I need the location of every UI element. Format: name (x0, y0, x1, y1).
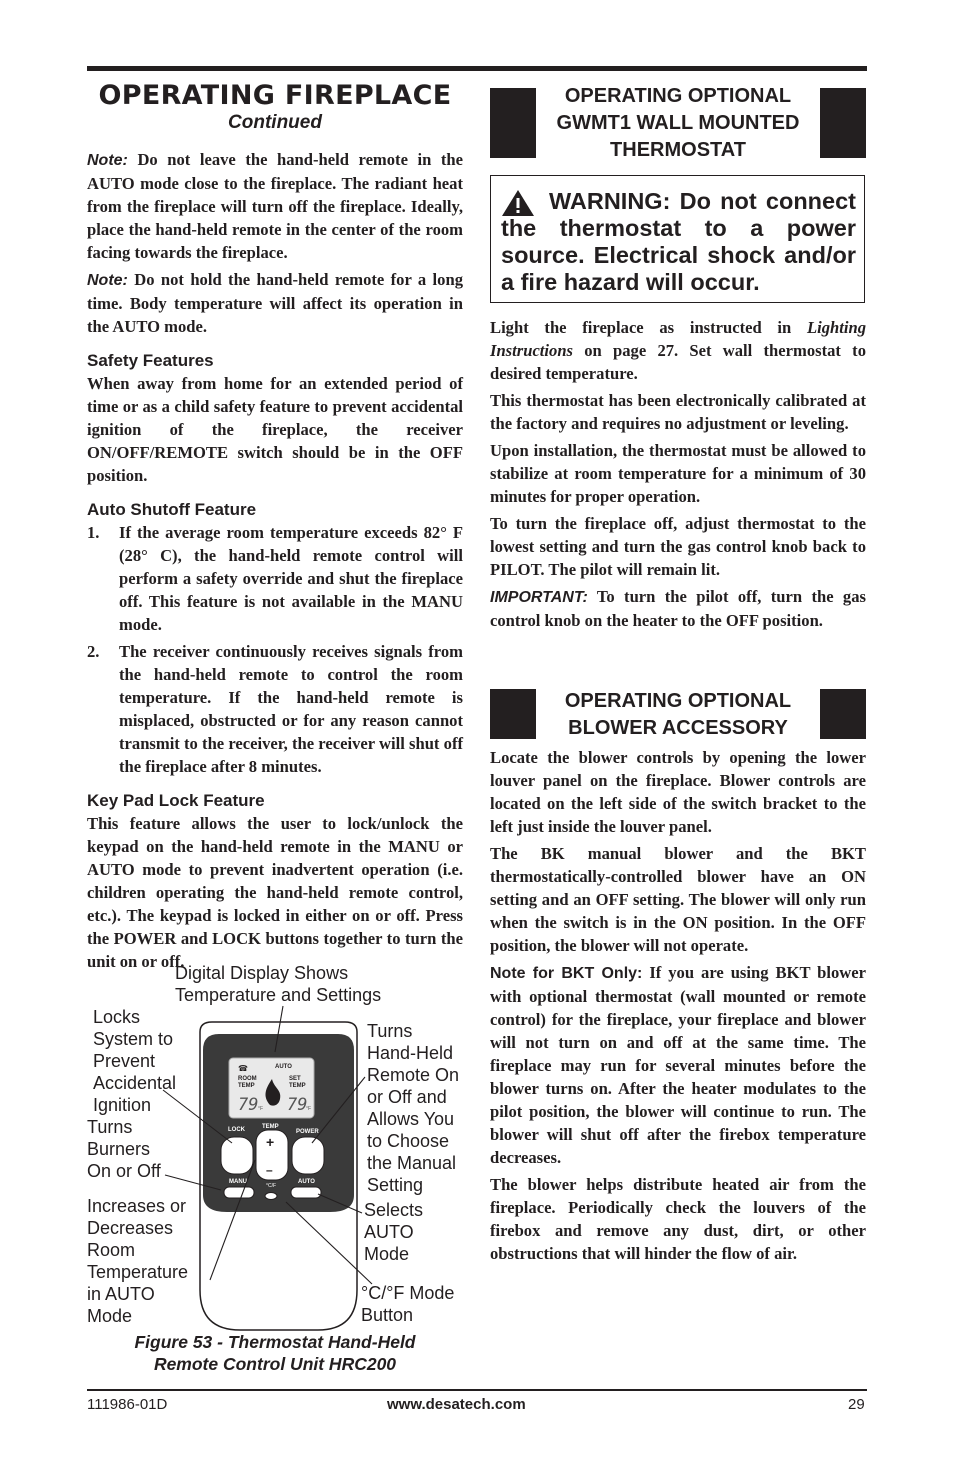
callout-turns-handheld: Turns Hand-Held Remote On or Off and Allows You to Choose the Manual Setting (367, 1021, 460, 1195)
list-number: 2. (87, 642, 100, 661)
lcd-reading-left: 79 (238, 1095, 259, 1115)
figure-caption: Figure 53 - Thermostat Hand-Held Remote Control Unit HRC200 (134, 1332, 416, 1374)
important-paragraph: IMPORTANT: To turn the pilot off, turn the gas control knob on the heater to the OFF position. (490, 587, 866, 630)
blower-heading: OPERATING OPTIONAL BLOWER ACCESSORY (490, 689, 866, 739)
safety-heading: Safety Features (87, 351, 214, 370)
lcd-room-temp: TEMP (238, 1083, 255, 1089)
manu-button[interactable] (224, 1187, 254, 1198)
note-text: Do not leave the hand-held remote in the AUTO mode close to the fireplace. The radiant heat from the fireplace will turn off the fireplace. Ideally, place the hand-held remote in the center of the room facing towards the fireplace. (87, 150, 463, 262)
shutoff-heading: Auto Shutoff Feature (87, 500, 257, 519)
callout-selects-auto: Selects AUTO Mode (364, 1200, 424, 1264)
note-label: Note: (87, 272, 128, 289)
callout-locks: Locks System to Prevent Accidental Ignition (93, 1007, 177, 1115)
power-label: POWER (296, 1129, 319, 1135)
lcd-set-temp: SET (289, 1076, 301, 1082)
lcd-reading-right: 79 (287, 1095, 308, 1115)
blower-column (490, 746, 866, 1269)
heading-block-right (820, 689, 866, 739)
lock-label: LOCK (228, 1127, 245, 1133)
auto-label: AUTO (298, 1179, 315, 1185)
heading-block-right (820, 88, 866, 158)
paragraph: The BK manual blower and the BKT thermostatically-controlled blower have an ON setting and an OFF setting. The blower will only run when the switch is in the ON position. In the OFF position, the blower will not operate. (490, 844, 866, 955)
lcd-unit: °F (258, 1106, 264, 1112)
callout-display: Digital Display Shows Temperature and Settings (175, 963, 382, 1005)
page-subtitle: Continued (228, 112, 322, 133)
page-number: 29 (848, 1396, 865, 1413)
right-column (490, 316, 866, 636)
page-title: OPERATING FIREPLACE (98, 80, 452, 111)
power-button[interactable] (292, 1137, 324, 1174)
note-text: Do not hold the hand-held remote for a long time. Body temperature will affect its operation in the AUTO mode. (87, 270, 463, 336)
list-text: If the average room temperature exceeds 82° F (28° C), the hand-held remote control will perform a safety override and shut the fireplace off. This feature is not available in the MANU mode. (119, 523, 463, 634)
warning-text: WARNING: Do not connect the thermostat to a power source. Electrical shock and/or a fire hazard will occur. (501, 188, 856, 295)
temp-label: TEMP (262, 1124, 279, 1130)
keypad-paragraph: This feature allows the user to lock/unlock the keypad on the hand-held remote in the MANU or AUTO mode to prevent inadvertent operation (i.e. children operating the hand-held remote control, etc.). The keypad is locked in either on or off. Press the POWER and LOCK buttons together to turn the unit on or off. (87, 814, 463, 971)
paragraph: Light the fireplace as instructed in Lighting Instructions on page 27. Set wall thermostat to desired temperature. (490, 318, 866, 383)
part-number: 111986-01D (87, 1396, 168, 1413)
callout-burners: Turns Burners On or Off (87, 1117, 161, 1181)
plus-icon: + (266, 1134, 275, 1150)
heading-block-left (490, 689, 536, 739)
note-label: Note: (87, 152, 128, 169)
manu-label: MANU (229, 1179, 247, 1185)
callout-cf-mode: °C/°F Mode Button (361, 1283, 455, 1325)
lcd-unit: °F (306, 1106, 312, 1112)
paragraph: The blower helps distribute heated air from the fireplace. Periodically check the louvers of the firebox and remove any dust, dirt, or other obstructions that will hinder the flow of air. (490, 1175, 866, 1263)
list-text: The receiver continuously receives signals from the hand-held remote to control the room temperature. If the hand-held remote is misplaced, obstructed or for any reason cannot transmit to the receiver, the receiver will shut off the fireplace after 8 minutes. (119, 642, 463, 776)
lock-button[interactable] (221, 1137, 253, 1174)
callout-increases: Increases or Decreases Room Temperature in AUTO Mode (87, 1196, 189, 1326)
heading-block-left (490, 88, 536, 158)
auto-button[interactable] (291, 1187, 321, 1198)
safety-paragraph: When away from home for an extended period of time or as a child safety feature to prevent accidental ignition of the fireplace, the receiver ON/OFF/REMOTE switch should be in the OFF position. (87, 374, 463, 485)
website-link[interactable]: www.desatech.com (387, 1396, 526, 1413)
paragraph: To turn the fireplace off, adjust thermostat to the lowest setting and turn the gas control knob back to PILOT. The pilot will remain lit. (490, 514, 866, 579)
cf-button[interactable] (265, 1193, 277, 1200)
paragraph: This thermostat has been electronically calibrated at the factory and requires no adjustment or leveling. (490, 391, 866, 433)
gwmt1-heading: OPERATING OPTIONAL GWMT1 WALL MOUNTED THERMOSTAT (490, 88, 866, 158)
lcd-room-temp: ROOM (238, 1076, 257, 1082)
lcd-set-temp: TEMP (289, 1083, 306, 1089)
keypad-heading: Key Pad Lock Feature (87, 791, 265, 810)
paragraph: Locate the blower controls by opening the lower louver panel on the fireplace. Blower controls are located on the left side of the switch bracket to the left just inside the louver panel. (490, 748, 866, 836)
warning-box (490, 175, 865, 303)
minus-icon: – (266, 1163, 273, 1177)
phone-icon: ☎ (238, 1064, 248, 1073)
lcd-auto: AUTO (275, 1064, 292, 1070)
paragraph: Upon installation, the thermostat must be allowed to stabilize at room temperature for a minimum of 30 minutes for proper operation. (490, 441, 866, 506)
bkt-paragraph: Note for BKT Only: If you are using BKT blower with optional thermostat (wall mounted or remote control) for the fireplace, your fireplace and blower will not turn on and off at the same time. The fireplace may run for several minutes before the blower turns on. After the heater modulates to the pilot position, the blower will continue to run. The blower will shut off after the firebox temperature decreases. (490, 963, 866, 1167)
cf-label: °C/F (266, 1183, 277, 1189)
list-number: 1. (87, 523, 100, 542)
